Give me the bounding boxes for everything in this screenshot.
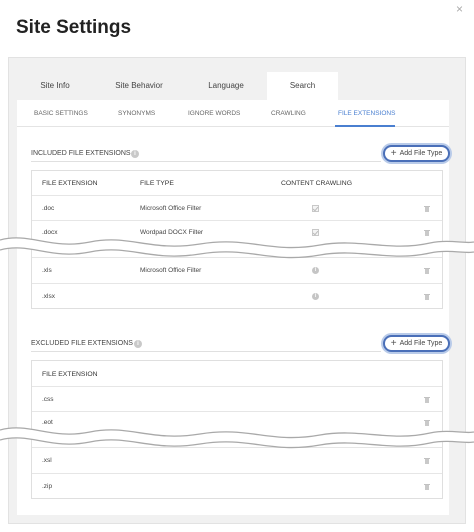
column-header-file-type: FILE TYPE: [140, 180, 174, 187]
trash-icon[interactable]: [424, 396, 430, 403]
column-header-file-extension: FILE EXTENSION: [42, 371, 98, 378]
close-icon[interactable]: ×: [456, 2, 464, 16]
trash-icon[interactable]: [424, 293, 430, 300]
extension-cell: .eot: [42, 419, 53, 426]
subtab-crawling[interactable]: CRAWLING: [271, 110, 306, 117]
checkbox-icon[interactable]: [312, 205, 319, 212]
included-divider: [31, 161, 381, 162]
table-row: [32, 283, 442, 309]
plus-icon: +: [390, 148, 397, 159]
sub-tabs: [17, 100, 449, 127]
extension-cell: .zip: [42, 483, 53, 490]
subtab-ignore-words[interactable]: IGNORE WORDS: [188, 110, 241, 117]
add-included-file-type-button[interactable]: [383, 145, 450, 162]
tab-site-behavior[interactable]: Site Behavior: [115, 81, 163, 90]
table-row: [32, 447, 442, 473]
torn-edge-divider: [0, 420, 474, 450]
table-row: [32, 386, 442, 411]
info-icon[interactable]: i: [131, 150, 139, 158]
table-row: [32, 195, 442, 220]
file-type-cell: Microsoft Office Filter: [140, 205, 202, 212]
trash-icon[interactable]: [424, 483, 430, 490]
table-header: [32, 361, 442, 386]
subtab-synonyms[interactable]: SYNONYMS: [118, 110, 156, 117]
extension-cell: .docx: [42, 229, 58, 236]
extension-cell: .xls: [42, 267, 52, 274]
add-button-label: Add File Type: [399, 340, 443, 347]
extension-cell: .xlsx: [42, 293, 55, 300]
plus-icon: +: [390, 338, 397, 349]
info-icon[interactable]: i: [134, 340, 142, 348]
column-header-content-crawling: CONTENT CRAWLING: [281, 180, 352, 187]
table-header: [32, 171, 442, 195]
excluded-section-title: EXCLUDED FILE EXTENSIONS: [31, 340, 133, 347]
extension-cell: .xsl: [42, 457, 52, 464]
info-icon[interactable]: i: [312, 267, 319, 274]
info-icon[interactable]: i: [312, 293, 319, 300]
subtab-basic-settings[interactable]: BASIC SETTINGS: [34, 110, 88, 117]
search-content: [17, 100, 449, 515]
excluded-divider: [31, 351, 381, 352]
subtab-file-extensions[interactable]: FILE EXTENSIONS: [338, 110, 396, 117]
file-type-cell: Microsoft Office Filter: [140, 267, 202, 274]
extension-cell: .doc: [42, 205, 55, 212]
extension-cell: .css: [42, 396, 54, 403]
trash-icon[interactable]: [424, 457, 430, 464]
file-type-cell: Wordpad DOCX Filter: [140, 229, 204, 236]
add-button-label: Add File Type: [399, 150, 443, 157]
add-excluded-file-type-button[interactable]: [383, 335, 450, 352]
trash-icon[interactable]: [424, 205, 430, 212]
tab-language[interactable]: Language: [208, 81, 244, 90]
column-header-file-extension: FILE EXTENSION: [42, 180, 98, 187]
included-section-title: INCLUDED FILE EXTENSIONS: [31, 150, 131, 157]
tab-search[interactable]: Search: [267, 72, 338, 100]
torn-edge-divider: [0, 230, 474, 260]
table-row: [32, 473, 442, 499]
active-subtab-indicator: [335, 125, 395, 127]
dialog-title: Site Settings: [16, 17, 132, 38]
main-tabs: [17, 72, 449, 100]
tab-site-info[interactable]: Site Info: [40, 81, 70, 90]
table-row: [32, 257, 442, 283]
trash-icon[interactable]: [424, 267, 430, 274]
